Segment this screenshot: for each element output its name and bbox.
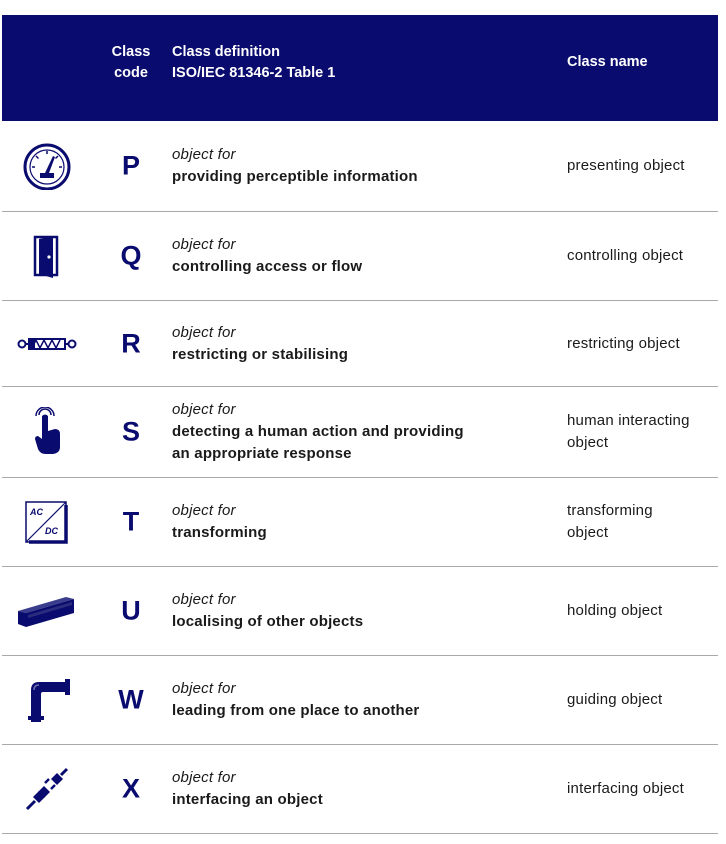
table-row [2,212,718,301]
class-name: holding object [567,602,663,619]
class-definition [172,399,464,465]
table-row [2,656,718,745]
table-row [2,478,718,567]
ac-dc-converter-icon [16,495,78,549]
class-name: controlling object [567,247,684,264]
class-definition [172,322,348,366]
class-name: human interacting object [567,412,690,451]
gauge-icon [16,139,78,193]
plug-connector-icon [16,762,78,816]
class-definition [172,678,419,722]
icon-text-dc: DC [45,526,58,536]
definition-lead: object for [172,146,236,163]
definition-text: providing perceptible information [172,168,418,185]
class-definition [172,500,267,544]
table-row [2,745,718,834]
pipe-elbow-icon [16,673,78,727]
definition-text: interfacing an object [172,791,323,808]
table-row [2,301,718,387]
table-row [2,121,718,212]
definition-text: leading from one place to another [172,702,420,719]
class-code: P [121,150,140,181]
table-header [2,15,718,121]
class-definition [172,144,418,188]
definition-text: transforming [172,524,267,541]
class-code: U [121,595,141,626]
icon-text-ac: AC [30,507,43,517]
class-name: guiding object [567,691,663,708]
class-code: W [118,684,144,715]
definition-lead: object for [172,502,236,519]
class-code: T [122,506,140,537]
definition-lead: object for [172,323,236,341]
class-code: X [121,773,140,804]
definition-text: localising of other objects [172,613,364,630]
definition-lead: object for [172,680,236,697]
table-row [2,387,718,478]
definition-text: restricting or stabilising [172,345,349,363]
door-icon [16,229,78,283]
definition-lead: object for [172,591,236,608]
definition-lead: object for [172,769,236,786]
class-definition [172,234,362,278]
spring-damper-icon [16,317,78,371]
class-name: restricting object [567,334,680,352]
definition-text: detecting a human action and providing an appropriate response [172,423,464,462]
definition-lead: object for [172,236,236,253]
header-class-definition: Class definition ISO/IEC 81346-2 Table 1 [172,44,336,81]
beam-icon [16,584,78,638]
class-code: R [121,328,141,358]
table-row [2,567,718,656]
class-name: interfacing object [567,780,685,797]
header-class-code: Class code [111,44,151,81]
finger-press-icon [16,405,78,459]
class-definition [172,767,323,811]
class-definition [172,589,363,633]
class-table [2,15,718,834]
class-code: S [121,416,140,447]
class-name: transforming object [567,502,653,541]
definition-lead: object for [172,401,236,418]
class-code: Q [120,240,142,271]
class-name: presenting object [567,157,685,174]
header-class-name: Class name [567,54,648,70]
definition-text: controlling access or flow [172,258,363,275]
